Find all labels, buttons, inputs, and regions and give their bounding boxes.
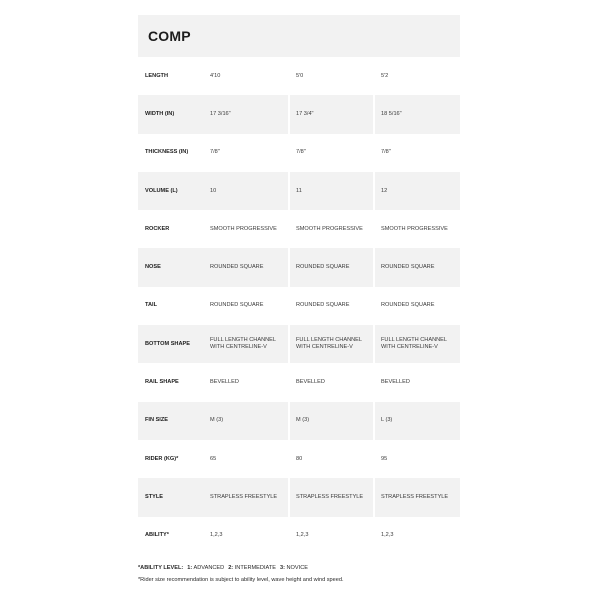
row-label: STYLE xyxy=(138,478,204,516)
row-value: 1,2,3 xyxy=(289,517,374,555)
row-value: STRAPLESS FREESTYLE xyxy=(204,478,289,516)
row-value: 95 xyxy=(374,440,460,478)
table-row xyxy=(138,172,460,210)
row-value: 4'10 xyxy=(210,72,221,79)
row-value: FULL LENGTH CHANNEL WITH CENTRELINE-V xyxy=(289,325,374,363)
card-header xyxy=(138,15,460,57)
row-label: ABILITY* xyxy=(145,532,169,539)
table-row xyxy=(138,57,460,95)
ability-level: 1: ADVANCED xyxy=(187,565,225,571)
ability-level: 3: NOVICE xyxy=(279,565,308,571)
spec-card xyxy=(138,15,460,555)
card-title: COMP xyxy=(148,28,191,44)
row-value: SMOOTH PROGRESSIVE xyxy=(374,210,460,248)
row-value: 65 xyxy=(210,455,217,462)
table-row xyxy=(138,440,460,478)
row-value: SMOOTH PROGRESSIVE xyxy=(289,210,374,248)
table-row xyxy=(138,402,460,440)
row-value: 7/8" xyxy=(374,134,460,172)
row-value: ROUNDED SQUARE xyxy=(204,248,289,286)
table-row xyxy=(138,517,460,555)
row-value: BEVELLED xyxy=(210,379,239,386)
table-row xyxy=(138,478,460,516)
row-value: BEVELLED xyxy=(289,363,374,401)
row-value: M (3) xyxy=(204,402,289,440)
row-value: 1,2,3 xyxy=(210,532,223,539)
row-label: RAIL SHAPE xyxy=(145,379,179,386)
table-row xyxy=(138,210,460,248)
row-label: BOTTOM SHAPE xyxy=(138,325,204,363)
row-value: 7/8" xyxy=(289,134,374,172)
row-value: 80 xyxy=(289,440,374,478)
row-value: 10 xyxy=(204,172,289,210)
row-label: TAIL xyxy=(145,302,158,309)
spec-table xyxy=(138,57,460,555)
ability-level: 2: INTERMEDIATE xyxy=(228,565,276,571)
row-value: 17 3/16" xyxy=(204,95,289,133)
row-value: STRAPLESS FREESTYLE xyxy=(374,478,460,516)
footnotes xyxy=(138,565,468,584)
table-row xyxy=(138,287,460,325)
row-value: 5'0 xyxy=(289,57,374,95)
row-value: L (3) xyxy=(374,402,460,440)
row-label: RIDER (KG)* xyxy=(145,455,179,462)
row-value: STRAPLESS FREESTYLE xyxy=(289,478,374,516)
table-row xyxy=(138,248,460,286)
row-value: SMOOTH PROGRESSIVE xyxy=(210,225,277,232)
row-value: 18 5/16" xyxy=(374,95,460,133)
row-value: ROUNDED SQUARE xyxy=(374,248,460,286)
row-label: WIDTH (IN) xyxy=(138,95,204,133)
row-value: M (3) xyxy=(289,402,374,440)
row-label: NOSE xyxy=(138,248,204,286)
row-value: ROUNDED SQUARE xyxy=(374,287,460,325)
table-row xyxy=(138,95,460,133)
row-label: LENGTH xyxy=(145,72,168,79)
row-value: ROUNDED SQUARE xyxy=(210,302,264,309)
row-value: 11 xyxy=(289,172,374,210)
row-value: FULL LENGTH CHANNEL WITH CENTRELINE-V xyxy=(374,325,460,363)
row-value: ROUNDED SQUARE xyxy=(289,287,374,325)
row-value: ROUNDED SQUARE xyxy=(289,248,374,286)
ability-legend-title: *ABILITY LEVEL: xyxy=(138,565,184,571)
rider-size-note: *Rider size recommendation is subject to ability level, wave height and wind speed. xyxy=(138,577,344,583)
row-value: BEVELLED xyxy=(374,363,460,401)
ability-legend xyxy=(138,565,468,572)
row-value: 7/8" xyxy=(210,149,220,156)
table-row xyxy=(138,363,460,401)
row-value: FULL LENGTH CHANNEL WITH CENTRELINE-V xyxy=(204,325,289,363)
table-row xyxy=(138,134,460,172)
row-label: ROCKER xyxy=(145,225,170,232)
row-label: FIN SIZE xyxy=(138,402,204,440)
row-value: 5'2 xyxy=(374,57,460,95)
row-value: 1,2,3 xyxy=(374,517,460,555)
row-label: VOLUME (L) xyxy=(138,172,204,210)
row-value: 17 3/4" xyxy=(289,95,374,133)
table-row xyxy=(138,325,460,363)
row-label: THICKNESS (IN) xyxy=(145,149,189,156)
row-value: 12 xyxy=(374,172,460,210)
